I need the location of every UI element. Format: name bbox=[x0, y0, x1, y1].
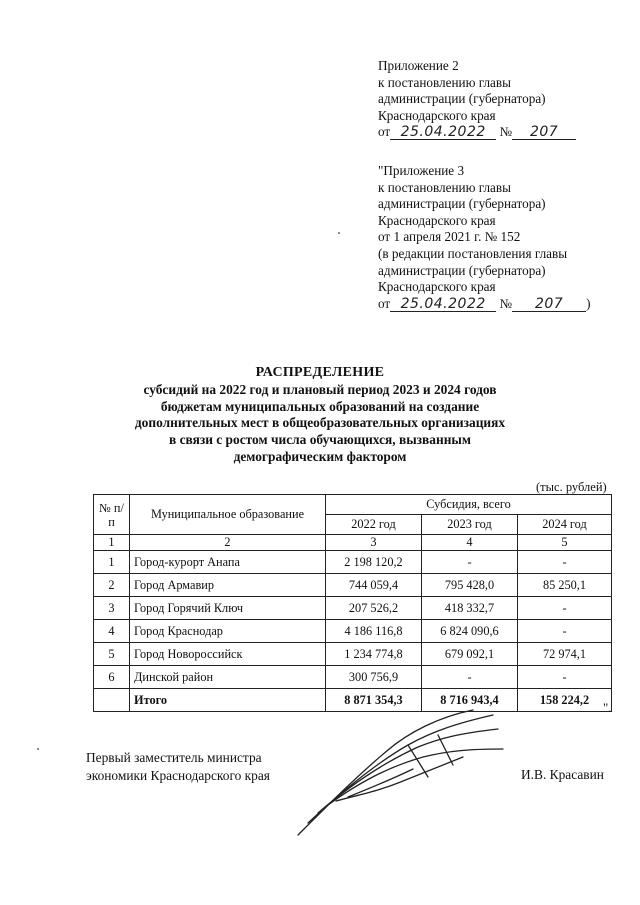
unit-note: (тыс. рублей) bbox=[536, 480, 607, 494]
value-2024: 85 250,1 bbox=[518, 574, 612, 597]
municipality-name: Город-курорт Анапа bbox=[130, 551, 326, 574]
col-header-municipality: Муниципальное образование bbox=[130, 495, 326, 535]
subsidy-table bbox=[93, 494, 612, 712]
municipality-name: Город Горячий Ключ bbox=[130, 597, 326, 620]
value-2023: 418 332,7 bbox=[422, 597, 518, 620]
value-2022: 744 059,4 bbox=[326, 574, 422, 597]
value-2022: 2 198 120,2 bbox=[326, 551, 422, 574]
signatory-name: И.В. Красавин bbox=[521, 767, 604, 782]
date-prefix: от bbox=[378, 124, 391, 140]
total-label: Итого bbox=[130, 689, 326, 712]
total-2022: 8 871 354,3 bbox=[326, 689, 422, 712]
table-row bbox=[94, 551, 612, 574]
value-2024: - bbox=[518, 620, 612, 643]
handwritten-number: 207 bbox=[512, 297, 586, 312]
value-2024: - bbox=[518, 666, 612, 689]
appendix-2-date-line bbox=[378, 296, 590, 313]
col-header-year: 2022 год bbox=[326, 515, 422, 535]
value-2023: - bbox=[422, 666, 518, 689]
handwritten-signature bbox=[288, 705, 518, 845]
value-2024: - bbox=[518, 551, 612, 574]
appendix-1-date-line bbox=[378, 124, 576, 141]
handwritten-date: 25.04.2022 bbox=[390, 297, 496, 312]
document-title bbox=[0, 365, 640, 466]
value-2023: 795 428,0 bbox=[422, 574, 518, 597]
signatory-position bbox=[86, 749, 270, 785]
municipality-name: Город Армавир bbox=[130, 574, 326, 597]
appendix-2-block bbox=[378, 163, 590, 312]
title-line: в связи с ростом числа обучающихся, вызванным bbox=[169, 432, 471, 448]
table-row bbox=[94, 574, 612, 597]
appendix-2-line: Краснодарского края bbox=[378, 212, 496, 228]
appendix-1-block bbox=[378, 58, 576, 141]
row-number: 1 bbox=[94, 551, 130, 574]
row-number: 3 bbox=[94, 597, 130, 620]
handwritten-number: 207 bbox=[512, 125, 576, 140]
table-row bbox=[94, 643, 612, 666]
handwritten-date: 25.04.2022 bbox=[390, 125, 496, 140]
appendix-2-line: "Приложение 3 bbox=[378, 163, 465, 178]
index-cell: 5 bbox=[518, 535, 612, 551]
value-2022: 4 186 116,8 bbox=[326, 620, 422, 643]
table-row bbox=[94, 666, 612, 689]
col-header-year: 2024 год bbox=[518, 515, 612, 535]
municipality-name: Город Краснодар bbox=[130, 620, 326, 643]
closing-paren: ) bbox=[586, 295, 591, 311]
date-prefix: от bbox=[378, 295, 391, 311]
municipality-name: Город Новороссийск bbox=[130, 643, 326, 666]
appendix-2-line: к постановлению главы bbox=[378, 179, 511, 195]
appendix-1-line: Краснодарского края bbox=[378, 107, 496, 123]
title-line: дополнительных мест в общеобразовательных организациях bbox=[134, 415, 506, 431]
scan-speck bbox=[338, 232, 340, 234]
appendix-1-line: Приложение 2 bbox=[378, 58, 459, 73]
value-2022: 1 234 774,8 bbox=[326, 643, 422, 666]
title-line: демографическим фактором bbox=[233, 448, 407, 464]
value-2022: 207 526,2 bbox=[326, 597, 422, 620]
title-line: субсидий на 2022 год и плановый период 2023 и 2024 годов bbox=[143, 381, 497, 397]
appendix-2-line: Краснодарского края bbox=[378, 279, 496, 295]
index-cell: 1 bbox=[94, 535, 130, 551]
title-line: бюджетам муниципальных образований на создание bbox=[160, 398, 480, 414]
total-2024: 158 224,2 bbox=[518, 689, 612, 712]
value-2023: 679 092,1 bbox=[422, 643, 518, 666]
row-number: 5 bbox=[94, 643, 130, 666]
number-sign: № bbox=[499, 124, 513, 140]
row-number-empty bbox=[94, 689, 130, 712]
municipality-name: Динской район bbox=[130, 666, 326, 689]
col-header-year: 2023 год bbox=[422, 515, 518, 535]
title-heading: РАСПРЕДЕЛЕНИЕ bbox=[255, 365, 385, 380]
position-line: Первый заместитель министра bbox=[86, 750, 262, 765]
value-2023: - bbox=[422, 551, 518, 574]
index-cell: 4 bbox=[422, 535, 518, 551]
appendix-2-line: (в редакции постановления главы bbox=[378, 245, 568, 261]
total-2023: 8 716 943,4 bbox=[422, 689, 518, 712]
table-row bbox=[94, 597, 612, 620]
appendix-1-line: администрации (губернатора) bbox=[378, 91, 546, 107]
appendix-2-line: от 1 апреля 2021 г. № 152 bbox=[378, 229, 521, 245]
closing-quote: ". bbox=[603, 700, 612, 715]
value-2023: 6 824 090,6 bbox=[422, 620, 518, 643]
index-cell: 3 bbox=[326, 535, 422, 551]
row-number: 6 bbox=[94, 666, 130, 689]
index-cell: 2 bbox=[130, 535, 326, 551]
col-header-subsidy-group: Субсидия, всего bbox=[326, 495, 612, 515]
row-number: 4 bbox=[94, 620, 130, 643]
table-index-row bbox=[94, 535, 612, 551]
appendix-2-line: администрации (губернатора) bbox=[378, 262, 546, 278]
row-number: 2 bbox=[94, 574, 130, 597]
col-header-number: № п/п bbox=[94, 495, 130, 535]
value-2024: - bbox=[518, 597, 612, 620]
appendix-1-line: к постановлению главы bbox=[378, 74, 511, 90]
number-sign: № bbox=[499, 295, 513, 311]
position-line: экономики Краснодарского края bbox=[86, 768, 270, 783]
appendix-2-line: администрации (губернатора) bbox=[378, 196, 546, 212]
value-2022: 300 756,9 bbox=[326, 666, 422, 689]
table-header-row bbox=[94, 495, 612, 515]
scan-speck bbox=[37, 748, 39, 750]
table-row bbox=[94, 620, 612, 643]
value-2024: 72 974,1 bbox=[518, 643, 612, 666]
